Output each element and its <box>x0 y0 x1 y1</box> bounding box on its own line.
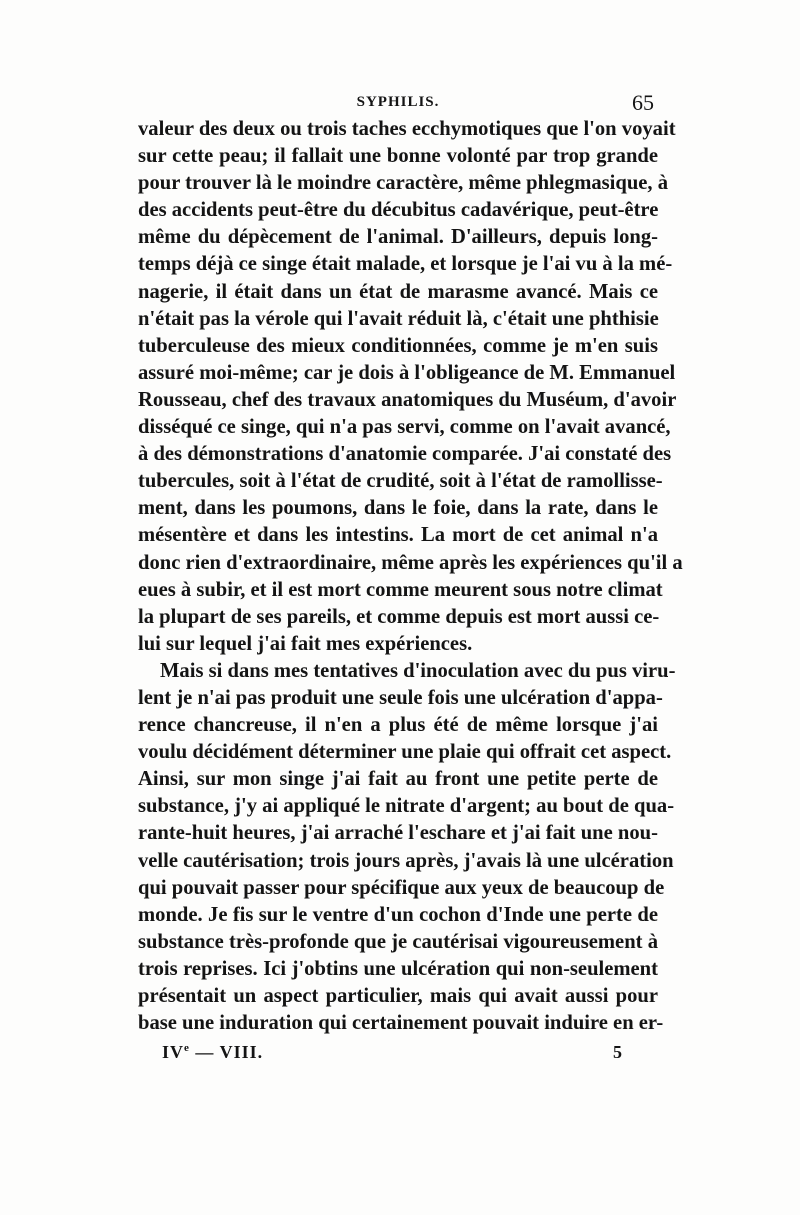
text-line: ment, dans les poumons, dans le foie, dans la rate, dans le <box>138 497 658 520</box>
text-line: rante-huit heures, j'ai arraché l'eschare et j'ai fait une nou- <box>138 822 658 845</box>
text-line: monde. Je fis sur le ventre d'un cochon d'Inde une perte de <box>138 903 658 926</box>
text-line: la plupart de ses pareils, et comme depuis est mort aussi ce- <box>138 605 660 628</box>
signature-mark-volume <box>162 1042 263 1063</box>
text-line: velle cautérisation; trois jours après, j'avais là une ulcération <box>138 849 674 872</box>
text-line: donc rien d'extraordinaire, même après les expériences qu'il a <box>138 551 683 574</box>
text-line: lui sur lequel j'ai fait mes expériences. <box>138 632 473 655</box>
body-text <box>138 116 683 1037</box>
signature-prefix: IV <box>162 1042 185 1062</box>
text-line: présentait un aspect particulier, mais qui avait aussi pour <box>138 985 658 1007</box>
text-line: tubercules, soit à l'état de crudité, soit à l'état de ramollisse- <box>138 470 663 493</box>
text-line: mésentère et dans les intestins. La mort de cet animal n'a <box>138 524 658 547</box>
text-line: eues à subir, et il est mort comme meurent sous notre climat <box>138 578 663 601</box>
text-line: voulu décidément déterminer une plaie qui offrait cet aspect. <box>138 741 672 764</box>
text-line: substance très-profonde que je cautérisai vigoureusement à <box>138 930 658 953</box>
text-line: Rousseau, chef des travaux anatomiques du Muséum, d'avoir <box>138 388 677 411</box>
running-head <box>138 90 658 118</box>
signature-number: 5 <box>613 1042 622 1062</box>
text-line: lent je n'ai pas produit une seule fois une ulcération d'appa- <box>138 686 663 709</box>
text-line: même du dépècement de l'animal. D'ailleurs, depuis long- <box>138 226 658 249</box>
text-line: n'était pas la vérole qui l'avait réduit là, c'était une phthisie <box>138 307 659 330</box>
text-line: base une induration qui certainement pouvait induire en er- <box>138 1012 664 1035</box>
page-number: 65 <box>632 90 654 115</box>
text-line: trois reprises. Ici j'obtins une ulcération qui non-seulement <box>138 957 658 980</box>
text-line: valeur des deux ou trois taches ecchymotiques que l'on voyait <box>138 118 676 140</box>
text-line: nagerie, il était dans un état de marasme avancé. Mais ce <box>138 280 658 303</box>
signature-superscript: e <box>184 1042 190 1054</box>
text-line: sur cette peau; il fallait une bonne volonté par trop grande <box>138 145 658 168</box>
running-title: SYPHILIS. <box>356 94 440 110</box>
text-line: rence chancreuse, il n'en a plus été de même lorsque j'ai <box>138 714 658 737</box>
text-line: substance, j'y ai appliqué le nitrate d'argent; au bout de qua- <box>138 795 675 818</box>
text-line: disséqué ce singe, qui n'a pas servi, comme on l'avait avancé, <box>138 416 671 439</box>
text-line: Ainsi, sur mon singe j'ai fait au front une petite perte de <box>138 768 658 791</box>
text-line: Mais si dans mes tentatives d'inoculation avec du pus viru- <box>160 659 676 682</box>
text-line: qui pouvait passer pour spécifique aux yeux de beaucoup de <box>138 876 665 899</box>
text-line: assuré moi-même; car je dois à l'obligeance de M. Emmanuel <box>138 361 676 384</box>
page-footer <box>162 1042 622 1070</box>
text-line: tuberculeuse des mieux conditionnées, comme je m'en suis <box>138 334 658 357</box>
signature-suffix: — VIII. <box>189 1042 264 1062</box>
text-line: des accidents peut-être du décubitus cadavérique, peut-être <box>138 199 659 222</box>
text-line: à des démonstrations d'anatomie comparée. J'ai constaté des <box>138 443 672 466</box>
text-line: temps déjà ce singe était malade, et lorsque je l'ai vu à la mé- <box>138 253 673 276</box>
text-line: pour trouver là le moindre caractère, même phlegmasique, à <box>138 172 669 195</box>
